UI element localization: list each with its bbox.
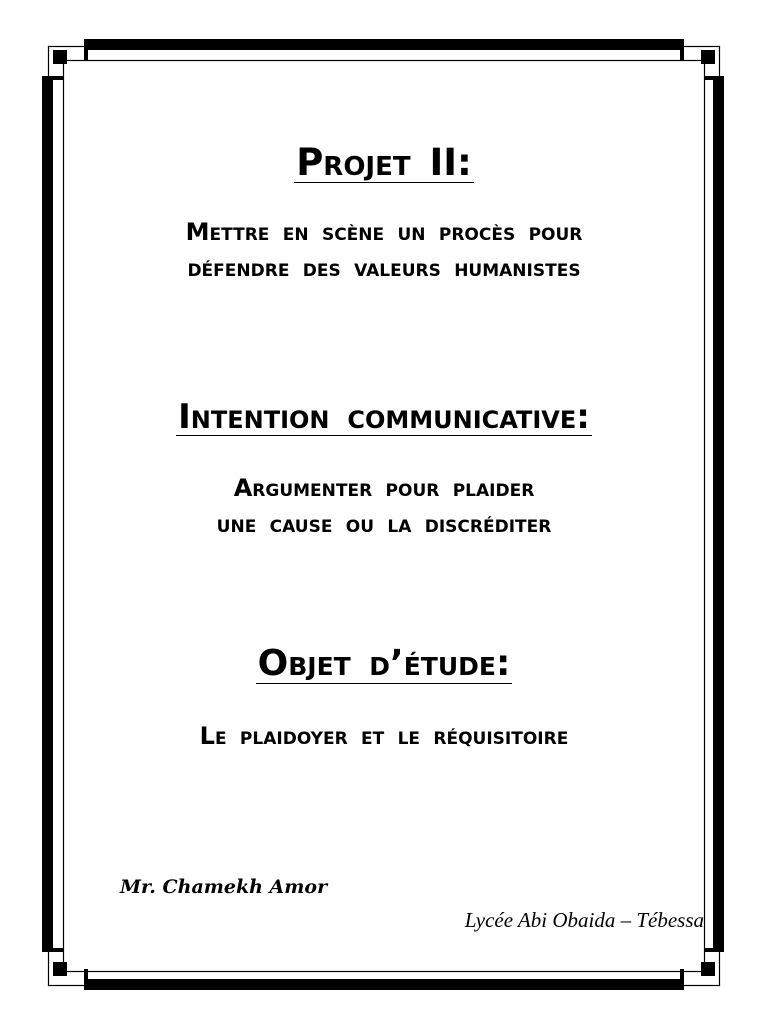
author-name: Mr. Chamekh Amor	[120, 876, 328, 898]
school-name: Lycée Abi Obaida – Tébessa	[464, 908, 704, 932]
page-content	[64, 0, 704, 1024]
intention-line-2: une cause ou la discréditer	[216, 510, 552, 538]
project-heading	[64, 141, 704, 184]
intention-heading	[64, 397, 704, 437]
project-description	[64, 214, 704, 286]
project-line-1: Mettre en scène un procès pour	[185, 218, 583, 246]
intention-title: Intention communicative:	[178, 397, 590, 437]
intention-line-1: Argumenter pour plaider	[233, 474, 535, 502]
project-line-2: défendre des valeurs humanistes	[187, 254, 581, 282]
objet-line-1: Le plaidoyer et le réquisitoire	[199, 722, 569, 750]
intention-description	[64, 470, 704, 542]
objet-heading	[64, 643, 704, 684]
objet-description	[64, 718, 704, 754]
project-title: Projet II:	[296, 141, 472, 184]
objet-title: Objet d’étude:	[257, 643, 511, 684]
